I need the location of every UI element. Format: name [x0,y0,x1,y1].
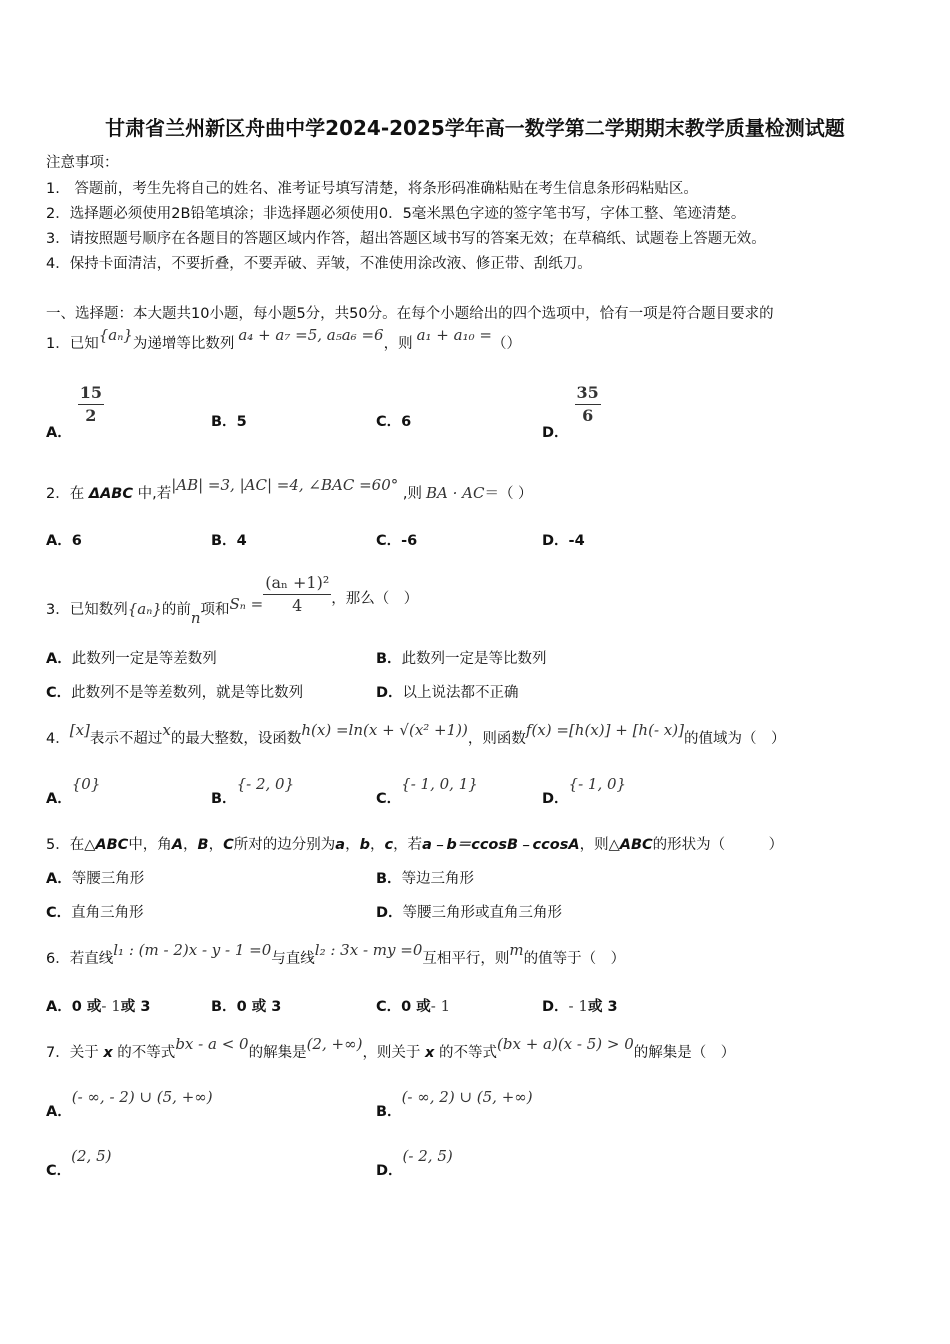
option-c[interactable] [376,529,417,550]
math-expression: bx - a < 0 [175,1035,249,1053]
option-text: 0 或 [401,999,431,1015]
emphasis: B [197,837,209,853]
notice-item: 4．保持卡面清洁，不要折叠，不要弄破、弄皱，不准使用涂改液、修正带、刮纸刀。 [46,256,592,272]
page-title: 甘肃省兰州新区舟曲中学2024-2025学年高一数学第二学期期末教学质量检测试题 [105,116,845,140]
math-expression: (2, +∞) [306,1035,363,1053]
question-text: 在△ [69,837,96,853]
option-label: C． [376,414,402,430]
question-text: 已知 [69,336,99,352]
math-expression: - 1 [430,997,451,1015]
option-label: C． [46,905,72,921]
question-text: ， [183,837,198,853]
question-6 [46,941,626,968]
math-expression: n [190,608,201,627]
option-label: D． [376,685,403,701]
question-text: 为递增等比数列 [132,336,235,352]
question-text: 的解集是（ ） [633,1045,736,1061]
question-text: 项和 [200,601,230,618]
option-b[interactable] [376,647,547,668]
math-expression: |AB| =3, |AC| =4, ∠BAC =60° [171,476,399,494]
option-label: D． [376,1163,403,1179]
option-label: D． [542,533,569,549]
option-d[interactable] [376,1147,453,1180]
question-text: 在 [69,486,89,502]
option-label: C． [46,1163,72,1179]
option-label: B． [211,999,237,1015]
option-label: A． [46,871,72,887]
option-label: A． [46,651,72,667]
math-expression: {- 1, 0} [568,775,627,793]
option-c[interactable] [46,1147,112,1180]
math-expression: a₁ + a₁₀ = [416,326,492,344]
option-text: 此数列一定是等差数列 [71,651,217,667]
option-label: C． [46,685,72,701]
math-expression: l₂ : 3x - my =0 [314,941,423,959]
option-a[interactable] [46,382,104,441]
question-text: 中，角 [128,837,172,853]
notice-item: 2．选择题必须使用2B铅笔填涂；非选择题必须使用0．5毫米黑色字迹的签字笔书写，字体工整、笔迹清楚。 [46,206,746,222]
emphasis: c [384,837,394,853]
question-text: ,则 [398,486,422,502]
emphasis: b [359,837,370,853]
question-number: 2． [46,486,70,502]
math-expression: (- ∞, - 2) ∪ (5, +∞) [71,1088,213,1106]
option-value: -4 [568,533,585,549]
question-text: 的解集是 [248,1045,307,1061]
math-expression: l₁ : (m - 2)x - y - 1 =0 [113,941,272,959]
option-c[interactable] [376,410,411,431]
triangle-label: ΔABC [88,486,133,502]
math-expression: {aₙ} [127,599,162,618]
question-text: ，则关于 [362,1045,426,1061]
option-text: 直角三角形 [71,905,144,921]
option-label: D． [542,999,569,1015]
option-text: 或 3 [120,999,151,1015]
question-4 [46,721,786,748]
question-text: 的值等于（ ） [523,951,626,967]
question-text: 的最大整数，设函数 [170,731,302,747]
question-text: ，则 [383,336,413,352]
emphasis: a﹣b＝ccosB﹣ccosA [422,837,580,853]
question-text: ，那么（ ） [331,590,419,607]
option-label: A． [46,424,72,441]
option-a[interactable] [46,775,101,808]
question-2 [46,476,533,503]
emphasis: a [335,837,346,853]
option-value: 4 [236,533,247,549]
emphasis: C [223,837,234,853]
notice-item: 1. 答题前，考生先将自己的姓名、准考证号填写清楚，将条形码准确粘贴在考生信息条形码粘贴区。 [46,181,698,197]
question-text: ， [369,837,385,853]
section-heading: 一、选择题：本大题共10小题，每小题5分，共50分。在每个小题给出的四个选项中，恰有一项是符合题目要求的 [46,306,774,322]
option-label: B． [211,414,237,430]
option-b[interactable] [376,1088,533,1121]
question-7 [46,1035,736,1062]
question-number: 5． [46,837,70,853]
question-text: ，若 [393,837,423,853]
math-expression: [x] [69,721,90,739]
math-expression: - 1 [568,997,588,1015]
option-label: B． [376,871,402,887]
question-number: 1． [46,336,70,352]
option-label: B． [211,533,237,549]
option-label: C． [376,999,402,1015]
option-value: 5 [236,414,247,430]
option-b[interactable] [211,529,247,550]
question-text: 的不等式 [434,1045,498,1061]
option-label: D． [542,424,569,441]
option-text: 以上说法都不正确 [402,685,519,701]
numerator: 15 [78,382,104,405]
question-text: 表示不超过 [89,731,163,747]
numerator: (aₙ +1)² [263,572,331,595]
math-expression: (- 2, 5) [402,1147,453,1165]
option-text: 0 或 [71,999,102,1015]
math-expression: h(x) =ln(x + √(x² +1)) [301,721,468,739]
option-a[interactable] [46,995,150,1016]
option-b[interactable] [211,775,295,808]
option-a[interactable] [46,647,217,668]
option-d[interactable] [376,681,519,702]
option-label: A． [46,1104,72,1120]
option-label: C． [376,791,402,807]
question-text: 关于 [69,1045,104,1061]
option-text: 此数列不是等差数列，就是等比数列 [71,685,304,701]
math-expression: (2, 5) [71,1147,112,1165]
question-text: 的值域为（ ） [683,731,786,747]
math-expression: - 1 [101,997,121,1015]
option-label: C． [376,533,402,549]
question-text: ， [208,837,224,853]
option-d[interactable] [542,529,585,550]
question-number: 4． [46,731,70,747]
question-text: 中,若 [132,486,172,502]
question-text: （） [491,336,521,352]
denominator: 6 [582,406,594,425]
option-label: A． [46,999,72,1015]
math-expression: x [162,721,171,739]
fraction [78,382,104,427]
option-text: 等边三角形 [401,871,475,887]
option-b[interactable] [211,410,247,431]
option-label: D． [542,791,569,807]
option-label: A． [46,533,72,549]
option-label: B． [376,1104,402,1120]
option-c[interactable] [376,995,450,1016]
question-text: 与直线 [271,951,315,967]
fraction [575,382,601,427]
notice-heading: 注意事项： [46,155,119,171]
question-number: 3． [46,601,70,618]
option-text: 0 或 3 [236,999,282,1015]
question-text: ， [345,837,360,853]
option-c[interactable] [46,901,144,922]
math-expression: BA · AC [425,484,485,502]
question-text: 的前 [161,601,191,618]
option-d[interactable] [542,382,601,441]
option-text: 等腰三角形或直角三角形 [402,905,563,921]
option-a[interactable] [46,529,82,550]
question-5 [46,833,783,854]
option-text: 此数列一定是等比数列 [401,651,547,667]
option-label: A． [46,791,72,807]
emphasis: ABC [95,837,129,853]
math-expression: {0} [71,775,101,793]
option-label: B． [211,791,237,807]
option-a[interactable] [46,1088,213,1121]
emphasis: A [171,837,184,853]
question-1 [46,326,521,353]
notice-item: 3．请按照题号顺序在各题目的答题区域内作答，超出答题区域书写的答案无效；在草稿纸、试题卷上答题无效。 [46,231,766,247]
question-text: 所对的边分别为 [233,837,336,853]
math-expression: (- ∞, 2) ∪ (5, +∞) [401,1088,533,1106]
math-expression: a₄ + a₇ =5, a₅a₆ =6 [238,326,384,344]
option-value: -6 [401,533,418,549]
math-expression: m [509,941,524,959]
math-expression: f(x) =[h(x)] + [h(- x)] [525,721,684,739]
question-text: 的不等式 [112,1045,176,1061]
question-text: 若直线 [69,951,114,967]
option-d[interactable] [376,901,562,922]
math-expression: {- 2, 0} [236,775,295,793]
option-text: 等腰三角形 [71,871,145,887]
option-c[interactable] [46,681,303,702]
option-b[interactable] [211,995,281,1016]
question-text: 的形状为（ ） [652,837,784,853]
numerator: 35 [575,382,601,405]
math-expression: Sₙ = [229,594,264,613]
denominator: 2 [85,406,97,425]
option-a[interactable] [46,867,144,888]
emphasis: x [425,1045,435,1061]
option-d[interactable] [542,995,618,1016]
math-expression: {aₙ} [98,326,133,344]
option-b[interactable] [376,867,474,888]
question-number: 6． [46,951,70,967]
question-text: 互相平行，则 [422,951,510,967]
question-number: 7． [46,1045,70,1061]
emphasis: x [103,1045,113,1061]
question-text: ，则函数 [467,731,526,747]
denominator: 4 [292,596,303,615]
emphasis: ABC [619,837,653,853]
math-expression: {- 1, 0, 1} [401,775,478,793]
option-value: 6 [401,414,412,430]
option-value: 6 [71,533,82,549]
question-text: ，则△ [579,837,620,853]
question-text: ＝（ ） [484,486,533,502]
option-label: D． [376,905,403,921]
question-text: 已知数列 [69,601,128,618]
option-label: B． [376,651,402,667]
math-expression: (bx + a)(x - 5) > 0 [497,1035,634,1053]
option-d[interactable] [542,775,627,808]
fraction [263,572,331,617]
question-3 [46,572,419,627]
option-c[interactable] [376,775,478,808]
option-text: 或 3 [587,999,618,1015]
